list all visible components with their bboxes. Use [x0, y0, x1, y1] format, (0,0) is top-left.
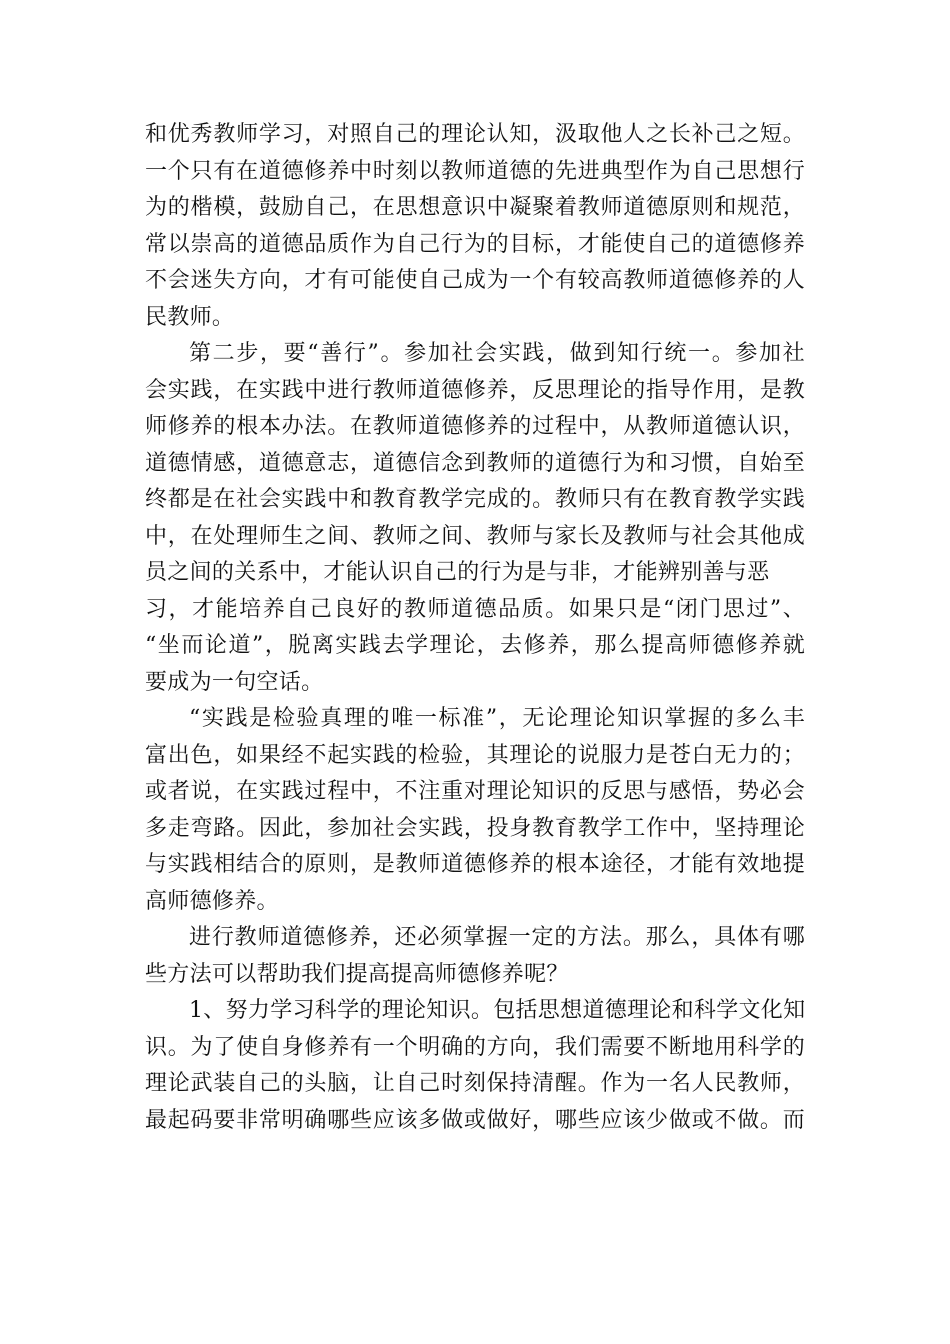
text-line: 识。为了使自身修养有一个明确的方向，我们需要不断地用科学的: [145, 1034, 805, 1060]
text-line: 为的楷模，鼓励自己，在思想意识中凝聚着教师道德原则和规范，: [145, 195, 805, 220]
paragraph-3: [145, 701, 805, 920]
text-line: 习，才能培养自己良好的教师道德品质。如果只是“闭门思过”、: [145, 596, 805, 622]
text-line: 中，在处理师生之间、教师之间、教师与家长及教师与社会其他成: [145, 523, 805, 549]
text-line: 终都是在社会实践中和教育教学完成的。教师只有在教育教学实践: [145, 487, 805, 512]
text-line: 些方法可以帮助我们提高提高师德修养呢？: [145, 961, 569, 987]
text-line: 员之间的关系中，才能认识自己的行为是与非，才能辨别善与恶: [145, 560, 770, 585]
text-line: 道德情感，道德意志，道德信念到教师的道德行为和习惯，自始至: [145, 450, 805, 476]
text-line: 最起码要非常明确哪些应该多做或做好，哪些应该少做或不做。而: [145, 1107, 805, 1133]
paragraph-2: [145, 336, 805, 701]
text-line: 1、努力学习科学的理论知识。包括思想道德理论和科学文化知: [189, 998, 806, 1023]
document-body: [145, 117, 805, 1139]
paragraph-5: [145, 993, 805, 1139]
text-line: “坐而论道”，脱离实践去学理论，去修养，那么提高师德修养就: [145, 633, 805, 658]
text-line: 高师德修养。: [145, 888, 279, 914]
text-line: 师修养的根本办法。在教师道德修养的过程中，从教师道德认识，: [145, 414, 805, 439]
text-line: 富出色，如果经不起实践的检验，其理论的说服力是苍白无力的；: [145, 742, 805, 768]
text-line: “实践是检验真理的唯一标准”，无论理论知识掌握的多么丰: [189, 706, 805, 731]
text-line: 会实践，在实践中进行教师道德修养，反思理论的指导作用，是教: [145, 377, 805, 403]
text-line: 或者说，在实践过程中，不注重对理论知识的反思与感悟，势必会: [145, 779, 805, 804]
paragraph-4: [145, 920, 805, 993]
text-line: 理论武装自己的头脑，让自己时刻保持清醒。作为一名人民教师，: [145, 1071, 805, 1096]
paragraph-1: [145, 117, 805, 336]
text-line: 多走弯路。因此，参加社会实践，投身教育教学工作中，坚持理论: [145, 815, 805, 841]
text-line: 第二步，要“善行”。参加社会实践，做到知行统一。参加社: [189, 341, 805, 366]
text-line: 进行教师道德修养，还必须掌握一定的方法。那么，具体有哪: [189, 925, 805, 950]
text-line: 民教师。: [145, 304, 235, 330]
text-line: 与实践相结合的原则，是教师道德修养的根本途径，才能有效地提: [145, 852, 805, 877]
text-line: 一个只有在道德修养中时刻以教师道德的先进典型作为自己思想行: [145, 158, 805, 184]
text-line: 常以崇高的道德品质作为自己行为的目标，才能使自己的道德修养: [145, 231, 805, 257]
text-line: 要成为一句空话。: [145, 669, 324, 695]
text-line: 不会迷失方向，才有可能使自己成为一个有较高教师道德修养的人: [145, 268, 805, 293]
text-line: 和优秀教师学习，对照自己的理论认知，汲取他人之长补己之短。: [145, 122, 805, 147]
